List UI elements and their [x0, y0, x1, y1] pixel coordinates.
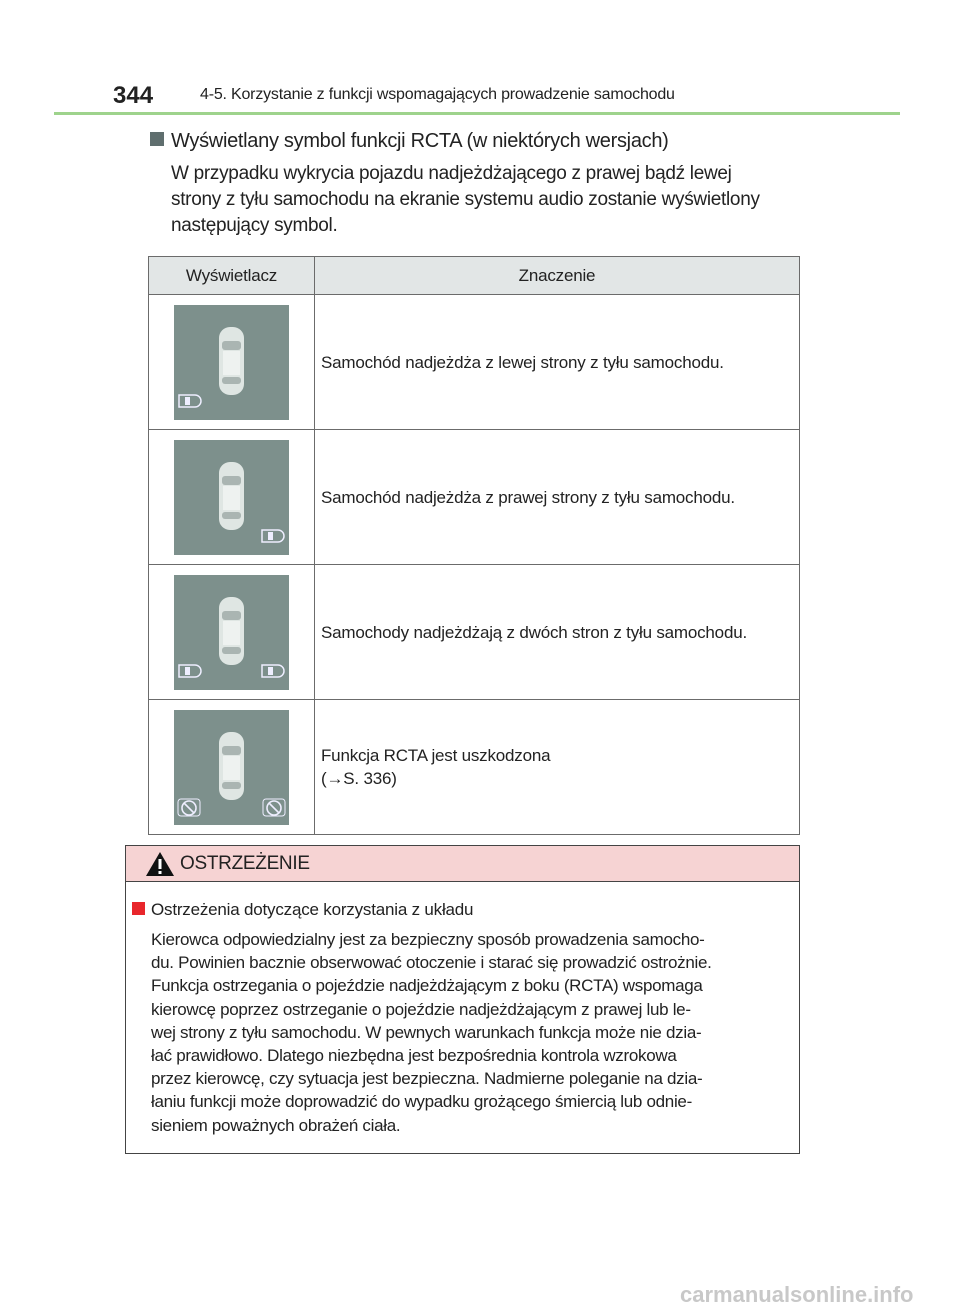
warning-triangle-icon [144, 850, 176, 878]
approach-indicator-icon [179, 665, 201, 677]
intro-line: strony z tyłu samochodu na ekranie systemu audio zostanie wyświetlony [171, 189, 760, 210]
table-row [149, 295, 800, 430]
table-row [149, 565, 800, 700]
rcta-malfunction-icon [174, 710, 289, 825]
rcta-symbol-table [148, 256, 800, 835]
car-top-view-icon [219, 327, 244, 395]
warning-line: Funkcja ostrzegania o pojeździe nadjeżdżającym z boku (RCTA) wspomaga [151, 976, 703, 996]
rcta-left-icon [174, 305, 289, 420]
rcta-right-icon [174, 440, 289, 555]
header-display: Wyświetlacz [149, 257, 315, 295]
warning-subtitle: Ostrzeżenia dotyczące korzystania z układu [151, 900, 474, 919]
section-heading [150, 130, 669, 153]
meaning-cell [315, 700, 800, 835]
bullet-square-icon [150, 132, 164, 146]
table-row [149, 430, 800, 565]
chapter-title: 4-5. Korzystanie z funkcji wspomagających prowadzenie samochodu [200, 86, 675, 103]
warning-header [126, 846, 799, 882]
malfunction-indicator-icon [178, 799, 200, 816]
warning-line: wej strony z tyłu samochodu. W pewnych warunkach funkcja może nie dzia- [151, 1022, 702, 1042]
warning-title: OSTRZEŻENIE [180, 852, 310, 874]
watermark: carmanualsonline.info [680, 1282, 914, 1307]
page-reference-link[interactable]: (→S. 336) [321, 769, 397, 788]
intro-line: następujący symbol. [171, 215, 338, 236]
intro-line: W przypadku wykrycia pojazdu nadjeżdżającego z prawej bądź lewej [171, 163, 732, 184]
table-row [149, 700, 800, 835]
header-meaning: Znaczenie [315, 257, 800, 295]
warning-line: przez kierowcę, czy sytuacja jest bezpieczna. Nadmierne poleganie na dzia- [151, 1069, 703, 1089]
malfunction-indicator-icon [263, 799, 285, 816]
warning-line: łać prawidłowo. Dlatego niezbędna jest bezpośrednia kontrola wzrokowa [151, 1045, 677, 1065]
warning-line: Kierowca odpowiedzialny jest za bezpieczny sposób prowadzenia samocho- [151, 930, 705, 949]
header-rule [54, 112, 900, 115]
warning-line: łaniu funkcji może doprowadzić do wypadku grożącego śmiercią lub odnie- [151, 1092, 692, 1112]
warning-line: sieniem poważnych obrażeń ciała. [151, 1115, 401, 1135]
car-top-view-icon [219, 732, 244, 800]
section-title: Wyświetlany symbol funkcji RCTA (w niektórych wersjach) [171, 130, 669, 152]
warning-line: kierowcę poprzez ostrzeganie o pojeździe nadjeżdżającym z prawej lub le- [151, 999, 691, 1019]
meaning-cell: Samochody nadjeżdżają z dwóch stron z tyłu samochodu. [315, 565, 800, 700]
red-bullet-icon [132, 902, 145, 915]
car-top-view-icon [219, 462, 244, 530]
intro-paragraph [171, 161, 801, 239]
car-top-view-icon [219, 597, 244, 665]
approach-indicator-icon [262, 530, 284, 542]
warning-subheading [132, 900, 473, 920]
meaning-cell: Samochód nadjeżdża z prawej strony z tyłu samochodu. [315, 430, 800, 565]
meaning-text: Funkcja RCTA jest uszkodzona [321, 746, 551, 765]
warning-text [151, 928, 783, 1137]
approach-indicator-icon [179, 395, 201, 407]
warning-box [125, 845, 800, 1154]
rcta-both-icon [174, 575, 289, 690]
meaning-cell: Samochód nadjeżdża z lewej strony z tyłu samochodu. [315, 295, 800, 430]
warning-line: du. Powinien bacznie obserwować otoczenie i starać się prowadzić ostrożnie. [151, 953, 712, 973]
approach-indicator-icon [262, 665, 284, 677]
page-number: 344 [113, 82, 154, 109]
